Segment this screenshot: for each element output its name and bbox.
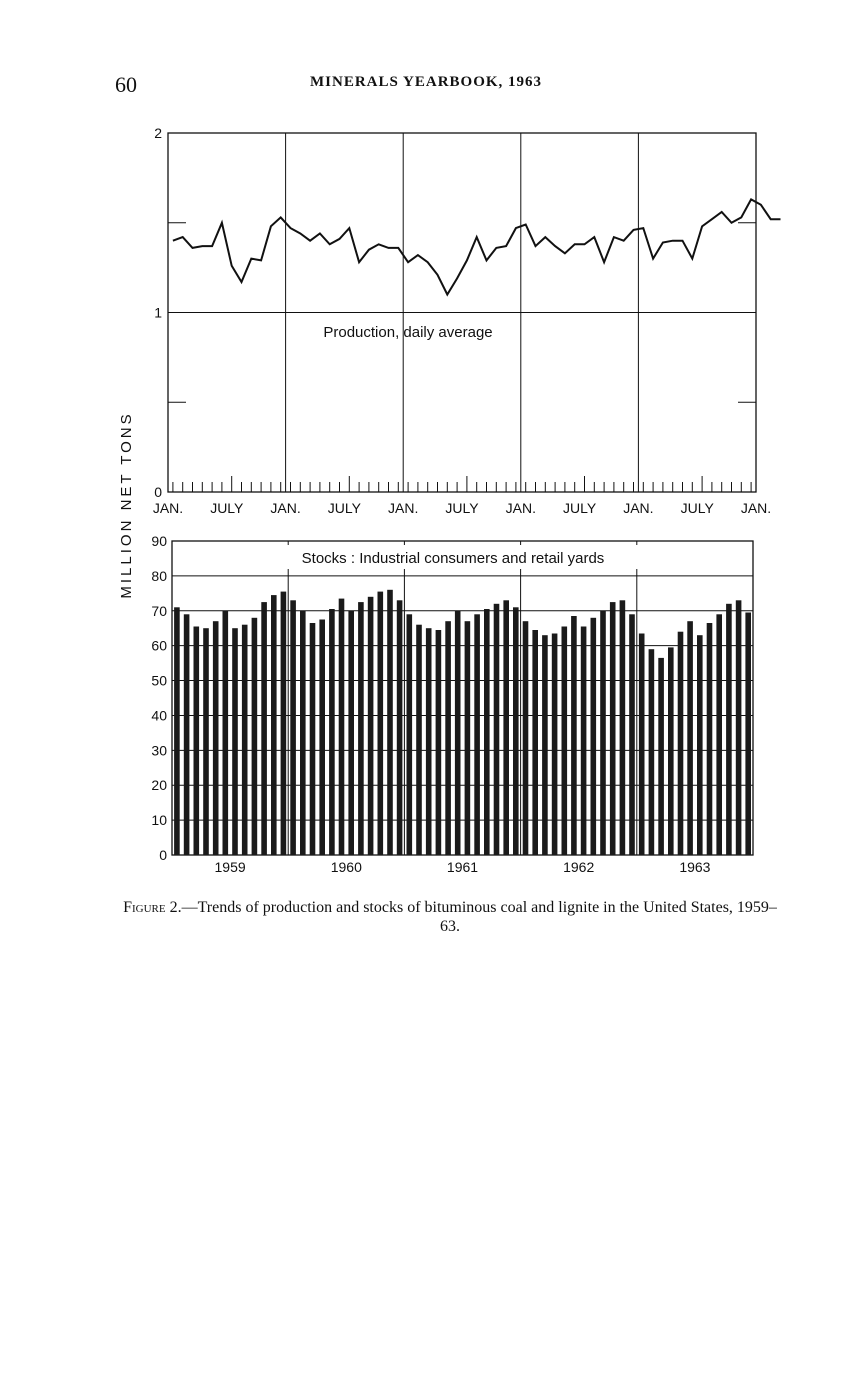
stocks-y-tick-label: 60 xyxy=(151,637,167,654)
stocks-bar xyxy=(436,630,442,855)
stocks-bar xyxy=(319,620,325,856)
production-x-tick-label: JULY xyxy=(210,500,244,516)
stocks-bar xyxy=(465,621,471,855)
caption-text: —Trends of production and stocks of bituminous coal and lignite in the United States, 1959–63. xyxy=(181,899,777,935)
stocks-bar xyxy=(591,618,597,855)
stocks-y-tick-label: 0 xyxy=(159,847,167,863)
stocks-bar xyxy=(513,607,519,855)
production-x-tick-label: JULY xyxy=(327,500,362,516)
stocks-bar xyxy=(736,600,742,855)
production-x-tick-label: JULY xyxy=(445,500,479,516)
stocks-bar xyxy=(678,632,684,855)
production-y-tick-label: 2 xyxy=(154,125,162,141)
stocks-bar xyxy=(494,604,500,855)
stocks-chart xyxy=(151,533,753,875)
stocks-bar xyxy=(242,625,248,855)
stocks-bar xyxy=(261,602,267,855)
stocks-bar xyxy=(416,625,422,855)
stocks-year-label: 1963 xyxy=(679,859,711,875)
stocks-bar xyxy=(581,627,587,856)
caption-label: Figure 2. xyxy=(123,899,182,916)
stocks-bar xyxy=(552,634,558,856)
stocks-year-label: 1960 xyxy=(330,859,362,875)
production-x-tick-label: JULY xyxy=(562,500,597,516)
stocks-year-label: 1961 xyxy=(446,859,479,875)
production-chart-title: Production, daily average xyxy=(323,324,493,341)
stocks-bar xyxy=(532,630,538,855)
stocks-bar xyxy=(668,647,674,855)
production-x-tick-label: JAN. xyxy=(388,500,419,516)
stocks-bar xyxy=(407,614,413,855)
stocks-y-tick-label: 80 xyxy=(151,567,167,584)
stocks-bar xyxy=(484,609,490,855)
stocks-bar xyxy=(174,607,180,855)
stocks-bar xyxy=(339,599,345,855)
stocks-bar xyxy=(445,621,451,855)
stocks-bar xyxy=(562,627,568,856)
stocks-bar xyxy=(213,621,219,855)
stocks-bar xyxy=(503,600,509,855)
stocks-bar xyxy=(455,611,461,855)
stocks-bar xyxy=(687,621,693,855)
stocks-bar xyxy=(542,635,548,855)
stocks-bar xyxy=(639,634,645,856)
production-x-tick-label: JAN. xyxy=(623,500,654,516)
stocks-bar xyxy=(281,592,287,855)
production-chart xyxy=(153,125,781,516)
production-y-tick-label: 0 xyxy=(154,484,162,500)
stocks-y-tick-label: 40 xyxy=(151,707,167,724)
stocks-bar xyxy=(329,609,335,855)
page-number: 60 xyxy=(115,72,137,97)
stocks-chart-title: Stocks : Industrial consumers and retail yards xyxy=(301,550,605,567)
stocks-bar xyxy=(184,614,190,855)
stocks-bar xyxy=(252,618,258,855)
stocks-year-label: 1962 xyxy=(563,859,595,875)
stocks-bar xyxy=(697,635,703,855)
stocks-bar xyxy=(203,628,209,855)
stocks-y-tick-label: 10 xyxy=(151,812,167,829)
stocks-bar xyxy=(271,595,277,855)
running-head: MINERALS YEARBOOK, 1963 xyxy=(310,74,543,90)
stocks-bar xyxy=(397,600,403,855)
stocks-bar xyxy=(658,658,664,855)
stocks-bar xyxy=(378,592,384,855)
stocks-bar xyxy=(620,600,626,855)
stocks-bar xyxy=(629,614,635,855)
stocks-bar xyxy=(387,590,393,855)
stocks-y-tick-label: 70 xyxy=(151,602,167,619)
stocks-bar xyxy=(571,616,577,855)
production-x-tick-label: JAN. xyxy=(152,500,184,516)
stocks-y-tick-label: 30 xyxy=(151,742,167,759)
stocks-bar xyxy=(290,600,296,855)
stocks-bar xyxy=(600,611,606,855)
figure-caption xyxy=(115,898,785,936)
production-y-tick-label: 1 xyxy=(154,304,162,321)
stocks-bar xyxy=(716,614,722,855)
stocks-bar xyxy=(726,604,732,855)
stocks-bar xyxy=(300,611,306,855)
stocks-bar xyxy=(610,602,616,855)
stocks-bar xyxy=(745,613,751,856)
stocks-bar xyxy=(232,628,238,855)
stocks-bar xyxy=(523,621,529,855)
stocks-bar xyxy=(194,627,200,856)
stocks-bar xyxy=(474,614,480,855)
shared-y-axis-label: MILLION NET TONS xyxy=(118,411,135,599)
stocks-bar xyxy=(368,597,374,855)
stocks-bar xyxy=(310,623,316,855)
production-x-tick-label: JAN. xyxy=(740,500,772,516)
production-x-tick-label: JAN. xyxy=(505,500,536,516)
stocks-year-label: 1959 xyxy=(214,859,246,875)
stocks-bar xyxy=(707,623,713,855)
stocks-bar xyxy=(426,628,432,855)
stocks-bar xyxy=(358,602,364,855)
stocks-bar xyxy=(649,649,655,855)
production-x-tick-label: JULY xyxy=(680,500,714,516)
stocks-plot-frame xyxy=(172,541,753,855)
stocks-y-tick-label: 90 xyxy=(151,533,167,549)
production-x-tick-label: JAN. xyxy=(270,500,301,516)
stocks-y-tick-label: 20 xyxy=(151,777,167,794)
stocks-bar xyxy=(348,611,354,855)
stocks-y-tick-label: 50 xyxy=(151,672,167,689)
stocks-bar xyxy=(223,611,229,855)
production-series-line xyxy=(173,199,781,294)
